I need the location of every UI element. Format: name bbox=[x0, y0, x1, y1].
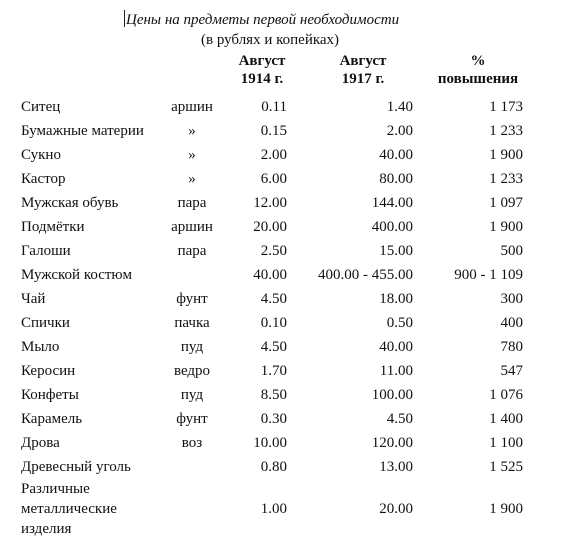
price-1914: 12.00 bbox=[253, 195, 287, 211]
percent-increase: 500 bbox=[500, 243, 523, 259]
percent-increase: 1 100 bbox=[489, 435, 523, 451]
percent-increase: 1 900 bbox=[489, 147, 523, 163]
item-name: Сукно bbox=[21, 147, 61, 163]
price-1917: 2.00 bbox=[386, 123, 413, 139]
item-name: Кастор bbox=[21, 171, 66, 187]
percent-increase: 1 525 bbox=[489, 459, 523, 475]
price-1917: 80.00 bbox=[379, 171, 413, 187]
table-row bbox=[0, 287, 577, 311]
price-1914: 4.50 bbox=[260, 339, 287, 355]
item-name: Бумажные материи bbox=[21, 123, 144, 139]
percent-increase: 1 076 bbox=[489, 387, 523, 403]
price-1917: 4.50 bbox=[386, 411, 413, 427]
table-row bbox=[0, 119, 577, 143]
table-row bbox=[0, 239, 577, 263]
item-unit: ведро bbox=[173, 363, 211, 379]
percent-increase: 1 233 bbox=[489, 123, 523, 139]
percent-increase: 1 097 bbox=[489, 195, 523, 211]
item-name: Дрова bbox=[21, 435, 60, 451]
price-1917: 100.00 bbox=[371, 387, 413, 403]
table-row bbox=[0, 479, 577, 541]
price-1917: 120.00 bbox=[371, 435, 413, 451]
item-unit: фунт bbox=[176, 291, 208, 307]
price-1917: 1.40 bbox=[386, 99, 413, 115]
price-1917: 11.00 bbox=[379, 363, 413, 379]
item-name: Мыло bbox=[21, 339, 60, 355]
price-1914: 2.00 bbox=[260, 147, 287, 163]
price-1914: 1.70 bbox=[260, 363, 287, 379]
price-table bbox=[0, 95, 577, 541]
price-1914: 0.80 bbox=[260, 459, 287, 475]
item-unit: пуд bbox=[180, 339, 204, 355]
price-1917: 144.00 bbox=[371, 195, 413, 211]
price-1917: 13.00 bbox=[379, 459, 413, 475]
item-name: Ситец bbox=[21, 99, 61, 115]
document-subtitle: (в рублях и копейках) bbox=[201, 32, 340, 48]
item-unit: аршин bbox=[171, 99, 213, 115]
header-1914 bbox=[232, 52, 292, 88]
header-1917-line1: Август bbox=[339, 53, 387, 69]
table-row bbox=[0, 95, 577, 119]
price-1914: 0.10 bbox=[260, 315, 287, 331]
price-1917: 40.00 bbox=[379, 339, 413, 355]
item-name: Чай bbox=[21, 291, 46, 307]
item-unit: » bbox=[188, 171, 196, 187]
document-title bbox=[124, 10, 399, 29]
price-1914: 6.00 bbox=[260, 171, 287, 187]
percent-increase: 1 173 bbox=[489, 99, 523, 115]
header-percent-increase bbox=[428, 52, 528, 88]
price-1917: 20.00 bbox=[379, 501, 413, 517]
header-1917 bbox=[333, 52, 393, 88]
price-1914: 0.30 bbox=[260, 411, 287, 427]
item-name: Галоши bbox=[21, 243, 71, 259]
price-1917: 0.50 bbox=[386, 315, 413, 331]
price-1917: 400.00 bbox=[371, 219, 413, 235]
table-row bbox=[0, 167, 577, 191]
item-unit: » bbox=[188, 147, 196, 163]
item-unit: пачка bbox=[174, 315, 210, 331]
item-unit: пуд bbox=[180, 387, 204, 403]
price-1914: 1.00 bbox=[260, 501, 287, 517]
header-1914-line2: 1914 г. bbox=[240, 71, 284, 87]
table-row bbox=[0, 359, 577, 383]
text-cursor bbox=[124, 10, 125, 27]
table-row bbox=[0, 263, 577, 287]
price-1917: 18.00 bbox=[379, 291, 413, 307]
item-name: Мужской костюм bbox=[21, 267, 132, 283]
price-1917: 15.00 bbox=[379, 243, 413, 259]
price-1914: 10.00 bbox=[253, 435, 287, 451]
price-1914: 40.00 bbox=[253, 267, 287, 283]
item-unit: пара bbox=[177, 195, 207, 211]
table-row bbox=[0, 311, 577, 335]
percent-increase: 900 - 1 109 bbox=[454, 267, 523, 283]
table-row bbox=[0, 383, 577, 407]
header-1917-line2: 1917 г. bbox=[341, 71, 385, 87]
price-1914: 8.50 bbox=[260, 387, 287, 403]
price-1914: 4.50 bbox=[260, 291, 287, 307]
table-row bbox=[0, 215, 577, 239]
document-title-text: Цены на предметы первой необходимости bbox=[126, 12, 400, 28]
item-name: Конфеты bbox=[21, 387, 79, 403]
item-unit: » bbox=[188, 123, 196, 139]
table-row bbox=[0, 335, 577, 359]
table-row bbox=[0, 191, 577, 215]
percent-increase: 547 bbox=[500, 363, 523, 379]
price-1914: 20.00 bbox=[253, 219, 287, 235]
percent-increase: 780 bbox=[500, 339, 523, 355]
percent-increase: 1 233 bbox=[489, 171, 523, 187]
item-name: Карамель bbox=[21, 411, 83, 427]
header-percent-line2: повышения bbox=[437, 71, 519, 87]
percent-increase: 1 900 bbox=[489, 501, 523, 517]
item-name: Спички bbox=[21, 315, 70, 331]
price-1917: 40.00 bbox=[379, 147, 413, 163]
price-1914: 0.11 bbox=[261, 99, 287, 115]
item-unit: пара bbox=[177, 243, 207, 259]
item-name: Различные металлические изделия bbox=[21, 481, 117, 537]
table-row bbox=[0, 431, 577, 455]
item-unit: воз bbox=[181, 435, 203, 451]
item-unit: аршин bbox=[171, 219, 213, 235]
percent-increase: 1 900 bbox=[489, 219, 523, 235]
item-name: Керосин bbox=[21, 363, 76, 379]
item-name: Древесный уголь bbox=[21, 459, 131, 475]
item-unit: фунт bbox=[176, 411, 208, 427]
item-name: Подмётки bbox=[21, 219, 85, 235]
percent-increase: 400 bbox=[500, 315, 523, 331]
percent-increase: 1 400 bbox=[489, 411, 523, 427]
price-1917: 400.00 - 455.00 bbox=[318, 267, 413, 283]
header-1914-line1: Август bbox=[238, 53, 286, 69]
price-1914: 0.15 bbox=[260, 123, 287, 139]
item-name: Мужская обувь bbox=[21, 195, 119, 211]
header-percent-line1: % bbox=[470, 53, 486, 69]
price-1914: 2.50 bbox=[260, 243, 287, 259]
table-row bbox=[0, 143, 577, 167]
percent-increase: 300 bbox=[500, 291, 523, 307]
table-row bbox=[0, 455, 577, 479]
table-row bbox=[0, 407, 577, 431]
